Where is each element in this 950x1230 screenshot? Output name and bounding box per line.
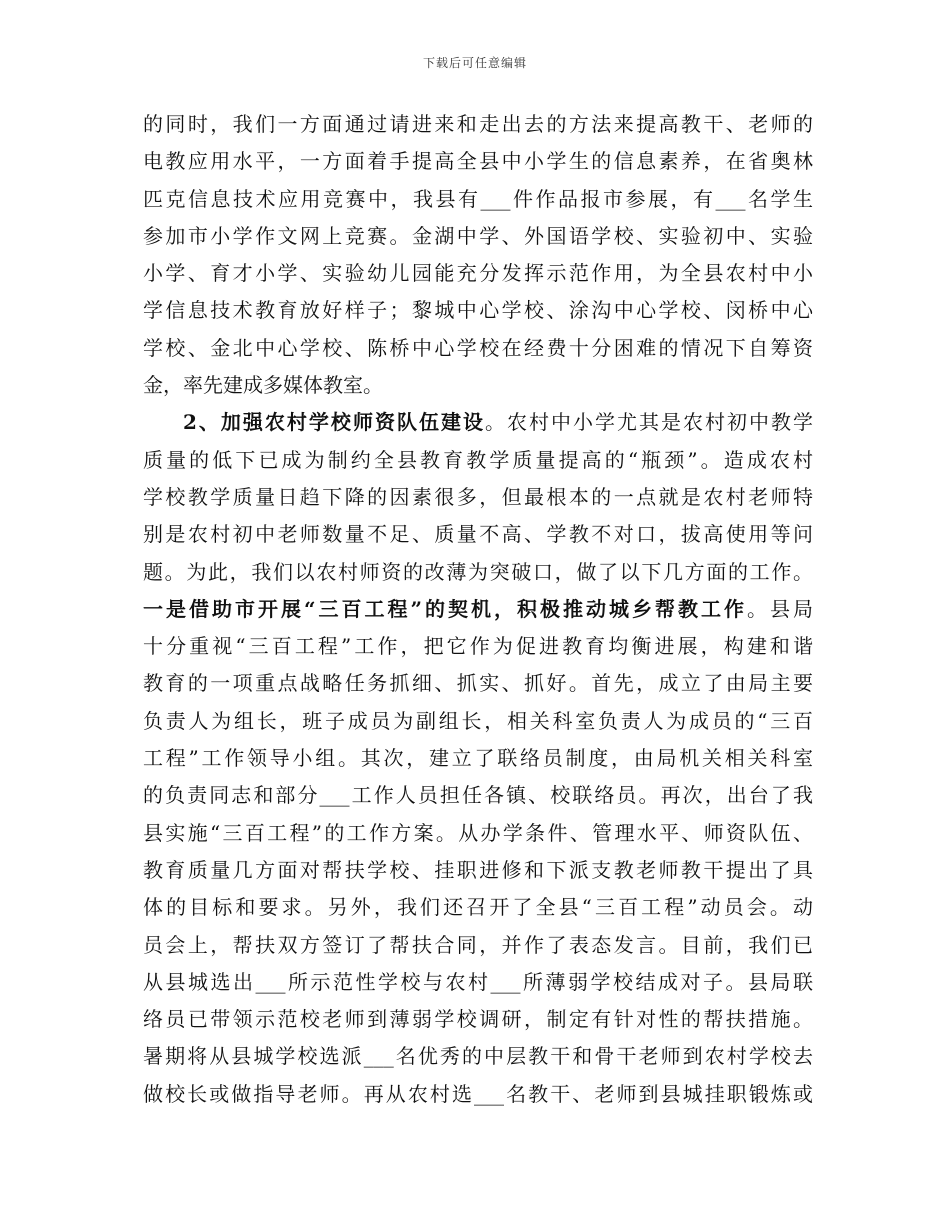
paragraph-line: 十分重视“三百工程”工作，把它作为促进教育均衡进展，构建和谐 bbox=[143, 634, 813, 659]
paragraph-line bbox=[143, 404, 813, 441]
paragraph-line: 匹克信息技术应用竞赛中，我县有___件作品报市参展，有___名学生 bbox=[143, 186, 813, 211]
paragraph-line: 的同时，我们一方面通过请进来和走出去的方法来提高教干、老师的 bbox=[143, 112, 813, 136]
paragraph-line: 教育质量几方面对帮扶学校、挂职进修和下派支教老师教干提出了具 bbox=[143, 857, 813, 882]
paragraph-line: 员会上，帮扶双方签订了帮扶合同，并作了表态发言。目前，我们已 bbox=[143, 932, 813, 957]
paragraph-line: 小学、育才小学、实验幼儿园能充分发挥示范作用，为全县农村中小 bbox=[143, 261, 813, 286]
paragraph-line: 做校长或做指导老师。再从农村选___名教干、老师到县城挂职锻炼或 bbox=[143, 1081, 813, 1106]
paragraph-line: 的负责同志和部分___工作人员担任各镇、校联络员。再次，出台了我 bbox=[143, 783, 813, 808]
paragraph-line: 金，率先建成多媒体教室。 bbox=[143, 373, 383, 398]
paragraph-line: 质量的低下已成为制约全县教育教学质量提高的“瓶颈”。造成农村 bbox=[143, 447, 813, 472]
section-heading: 2、加强农村学校师资队伍建设 bbox=[183, 410, 485, 435]
paragraph-line: 学校教学质量日趋下降的因素很多，但最根本的一点就是农村老师特 bbox=[143, 484, 813, 509]
paragraph-line: 暑期将从县城学校选派___名优秀的中层教干和骨干老师到农村学校去 bbox=[143, 1044, 813, 1069]
paragraph-line: 电教应用水平，一方面着手提高全县中小学生的信息素养，在省奥林 bbox=[143, 149, 813, 174]
document-body bbox=[143, 106, 813, 1113]
line-text: 。农村中小学尤其是农村初中教学 bbox=[484, 410, 813, 435]
page-header: 下载后可任意编辑 bbox=[422, 56, 527, 70]
paragraph-line: 教育的一项重点战略任务抓细、抓实、抓好。首先，成立了由局主要 bbox=[143, 671, 813, 696]
paragraph-line: 络员已带领示范校老师到薄弱学校调研，制定有针对性的帮扶措施。 bbox=[143, 1007, 813, 1032]
paragraph-line: 别是农村初中老师数量不足、质量不高、学教不对口，拔高使用等问 bbox=[143, 522, 813, 547]
paragraph-line: 参加市小学作文网上竞赛。金湖中学、外国语学校、实验初中、实验 bbox=[143, 223, 813, 248]
paragraph-line: 学校、金北中心学校、陈桥中心学校在经费十分困难的情况下自筹资 bbox=[143, 335, 813, 360]
paragraph-line: 从县城选出___所示范性学校与农村___所薄弱学校结成对子。县局联 bbox=[143, 969, 813, 994]
paragraph-line: 负责人为组长，班子成员为副组长，相关科室负责人为成员的“三百 bbox=[143, 708, 813, 733]
line-text: 。县局 bbox=[747, 596, 813, 621]
paragraph-line: 工程”工作领导小组。其次，建立了联络员制度，由局机关相关科室 bbox=[143, 746, 813, 771]
paragraph-line: 题。为此，我们以农村师资的改薄为突破口，做了以下几方面的工作。 bbox=[143, 559, 813, 584]
paragraph-line: 县实施“三百工程”的工作方案。从办学条件、管理水平、师资队伍、 bbox=[143, 820, 813, 845]
subsection-heading: 一是借助市开展“三百工程”的契机，积极推动城乡帮教工作 bbox=[143, 596, 747, 621]
paragraph-line: 体的目标和要求。另外，我们还召开了全县“三百工程”动员会。动 bbox=[143, 895, 813, 920]
paragraph-line bbox=[143, 591, 813, 628]
paragraph-line: 学信息技术教育放好样子；黎城中心学校、涂沟中心学校、闵桥中心 bbox=[143, 298, 813, 323]
